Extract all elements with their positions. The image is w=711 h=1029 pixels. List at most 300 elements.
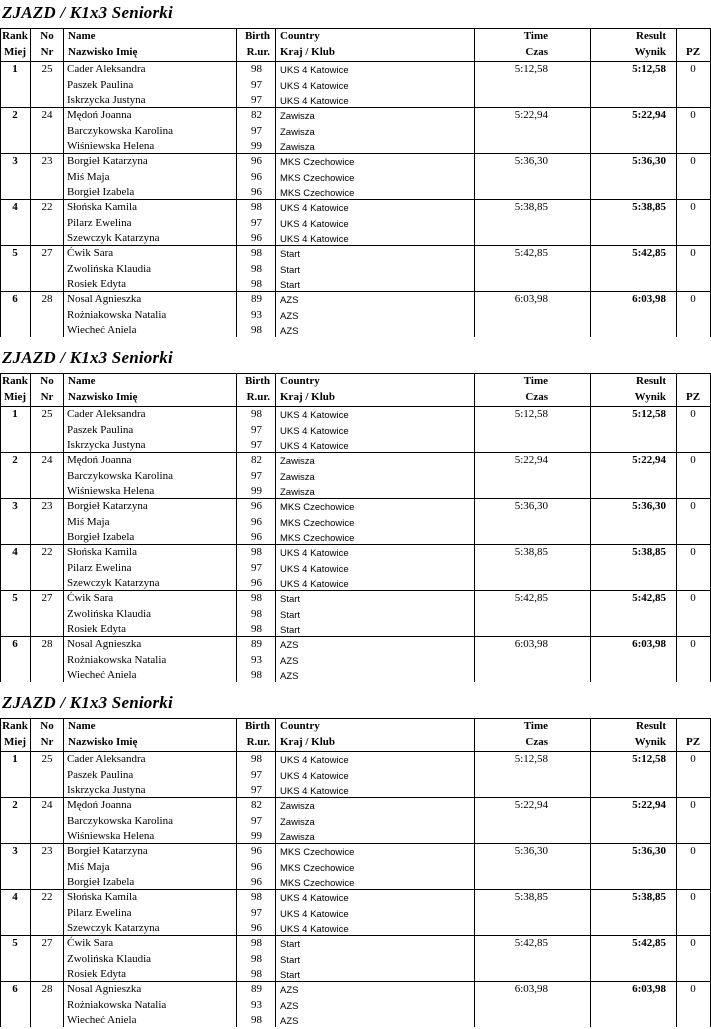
column-divider [236,373,237,682]
birth-year: 89 [251,293,262,305]
number-cell: 22 [41,201,53,213]
athlete-name: Rożniakowska Natalia [67,998,167,1011]
column-divider [676,373,677,682]
birth-year: 96 [251,860,262,873]
column-divider [0,28,1,337]
rank-cell: 1 [12,753,18,765]
birth-year: 97 [251,216,262,229]
result-cell: 5:12,58 [632,408,666,420]
athlete-name: Miś Maja [67,515,110,528]
table-row [0,844,711,890]
pz-cell: 0 [690,638,696,650]
club-name: MKS Czechowice [280,533,355,544]
pz-cell: 0 [690,799,696,811]
header-birth: R.ur. [246,736,270,748]
club-name: Start [280,954,301,966]
club-name: UKS 4 Katowice [280,924,349,935]
athlete-name: Rosiek Edyta [67,623,126,635]
athlete-name: Nosal Agnieszka [67,293,142,305]
birth-year: 96 [251,186,262,198]
athlete-name: Borgieł Katarzyna [67,845,148,857]
athlete-name: Cader Aleksandra [67,63,146,75]
athlete-name: Borgieł Izabela [67,531,135,543]
column-divider [474,28,475,337]
club-name: AZS [280,671,299,682]
club-name: Start [280,939,301,950]
birth-year: 98 [251,546,262,558]
athlete-name: Borgieł Izabela [67,876,135,888]
result-cell: 5:38,85 [632,546,666,558]
header-country: Kraj / Klub [280,391,336,403]
rank-cell: 1 [12,408,18,420]
column-divider [676,718,677,1027]
athlete-name: Iskrzycka Justyna [67,94,146,106]
rank-cell: 3 [12,845,18,857]
birth-year: 96 [251,876,262,888]
birth-year: 96 [251,922,262,934]
rank-cell: 3 [12,155,18,167]
birth-year: 98 [251,1014,262,1026]
birth-year: 96 [251,232,262,244]
header-time: Czas [525,391,548,403]
athlete-name: Ćwik Sara [67,247,114,259]
pz-cell: 0 [690,891,696,903]
header-no: No [40,375,54,387]
birth-year: 98 [251,607,262,620]
header-name: Nazwisko Imię [68,391,138,403]
table-header [0,373,711,407]
pz-cell: 0 [690,983,696,995]
column-divider [63,28,64,337]
number-cell: 23 [41,155,53,167]
result-cell: 6:03,98 [632,638,666,650]
header-name: Nazwisko Imię [68,736,138,748]
table-row [0,292,711,337]
header-rank: Miej [4,46,26,58]
time-cell: 6:03,98 [514,293,548,305]
birth-year: 97 [251,561,262,574]
club-name: UKS 4 Katowice [280,893,349,904]
column-divider [236,28,237,337]
club-name: AZS [280,1016,299,1027]
birth-year: 99 [251,485,262,497]
birth-year: 96 [251,515,262,528]
header-rank: Rank [2,375,28,387]
header-pz: PZ [685,736,701,748]
athlete-name: Nosal Agnieszka [67,983,142,995]
header-no: Nr [40,46,54,58]
column-divider [63,718,64,1027]
pz-cell: 0 [690,408,696,420]
time-cell: 5:36,30 [514,845,548,857]
athlete-name: Nosal Agnieszka [67,638,142,650]
club-name: UKS 4 Katowice [280,755,349,766]
birth-year: 98 [251,247,262,259]
rank-cell: 2 [12,454,18,466]
club-name: MKS Czechowice [280,862,355,874]
athlete-name: Rożniakowska Natalia [67,653,167,666]
result-cell: 6:03,98 [632,293,666,305]
athlete-name: Wiecheć Aniela [67,324,137,336]
table-row [0,752,711,798]
column-divider [30,373,31,682]
club-name: Zawisza [280,456,315,467]
time-cell: 5:42,85 [514,592,548,604]
birth-year: 99 [251,140,262,152]
table-row [0,407,711,453]
club-name: Start [280,594,301,605]
birth-year: 98 [251,201,262,213]
athlete-name: Słońska Kamila [67,891,137,903]
number-cell: 24 [41,454,53,466]
table-row [0,890,711,936]
header-name: Name [68,30,96,42]
column-divider [590,718,591,1027]
club-name: Start [280,970,301,981]
result-cell: 5:22,94 [632,454,666,466]
header-result: Result [636,375,666,387]
club-name: Start [280,625,301,636]
athlete-name: Wiśniewska Helena [67,830,155,842]
club-name: AZS [280,310,299,322]
rank-cell: 4 [12,891,18,903]
birth-year: 97 [251,124,262,137]
table-row [0,936,711,982]
club-name: AZS [280,985,299,996]
athlete-name: Cader Aleksandra [67,408,146,420]
header-rank: Rank [2,30,28,42]
result-cell: 5:12,58 [632,753,666,765]
pz-cell: 0 [690,753,696,765]
birth-year: 98 [251,592,262,604]
rank-cell: 5 [12,937,18,949]
header-result: Result [636,720,666,732]
birth-year: 98 [251,669,262,681]
pz-cell: 0 [690,937,696,949]
athlete-name: Rożniakowska Natalia [67,308,167,321]
header-rank: Rank [2,720,28,732]
header-name: Name [68,375,96,387]
result-cell: 5:36,30 [632,500,666,512]
athlete-name: Barczykowska Karolina [67,814,173,827]
header-result: Wynik [634,46,666,58]
number-cell: 28 [41,638,53,650]
birth-year: 89 [251,638,262,650]
result-cell: 5:22,94 [632,799,666,811]
table-row [0,108,711,154]
pz-cell: 0 [690,845,696,857]
birth-year: 97 [251,469,262,482]
time-cell: 6:03,98 [514,983,548,995]
page-title: ZJAZD / K1x3 Seniorki [2,3,173,22]
club-name: Zawisza [280,142,315,153]
header-pz: PZ [685,391,701,403]
results-table [0,718,711,1027]
birth-year: 99 [251,830,262,842]
club-name: UKS 4 Katowice [280,786,349,797]
club-name: UKS 4 Katowice [280,410,349,421]
time-cell: 5:22,94 [514,454,548,466]
birth-year: 96 [251,845,262,857]
pz-cell: 0 [690,293,696,305]
result-cell: 6:03,98 [632,983,666,995]
table-header [0,718,711,752]
club-name: MKS Czechowice [280,502,355,513]
athlete-name: Mędoń Joanna [67,109,132,121]
athlete-name: Paszek Paulina [67,423,134,436]
club-name: UKS 4 Katowice [280,218,349,230]
header-name: Name [68,720,96,732]
result-cell: 5:36,30 [632,845,666,857]
column-divider [0,373,1,682]
birth-year: 98 [251,952,262,965]
birth-year: 98 [251,262,262,275]
athlete-name: Pilarz Ewelina [67,561,132,574]
club-name: MKS Czechowice [280,847,355,858]
athlete-name: Pilarz Ewelina [67,906,132,919]
birth-year: 98 [251,937,262,949]
athlete-name: Miś Maja [67,170,110,183]
pz-cell: 0 [690,201,696,213]
birth-year: 97 [251,423,262,436]
table-row [0,591,711,637]
header-result: Result [636,30,666,42]
athlete-name: Barczykowska Karolina [67,469,173,482]
athlete-name: Ćwik Sara [67,937,114,949]
time-cell: 5:42,85 [514,247,548,259]
result-cell: 5:36,30 [632,155,666,167]
column-divider [63,373,64,682]
club-name: Start [280,280,301,291]
club-name: AZS [280,655,299,667]
header-country: Kraj / Klub [280,46,336,58]
athlete-name: Wiecheć Aniela [67,1014,137,1026]
column-divider [474,373,475,682]
birth-year: 96 [251,577,262,589]
birth-year: 93 [251,653,262,666]
header-name: Nazwisko Imię [68,46,138,58]
birth-year: 98 [251,324,262,336]
time-cell: 5:38,85 [514,546,548,558]
table-row [0,545,711,591]
birth-year: 96 [251,170,262,183]
birth-year: 97 [251,78,262,91]
column-divider [275,28,276,337]
club-name: MKS Czechowice [280,517,355,529]
page-title: ZJAZD / K1x3 Seniorki [2,348,173,367]
athlete-name: Paszek Paulina [67,768,134,781]
pz-cell: 0 [690,155,696,167]
header-time: Time [523,375,548,387]
header-pz: PZ [685,46,701,58]
pz-cell: 0 [690,454,696,466]
time-cell: 5:42,85 [514,937,548,949]
rank-cell: 4 [12,201,18,213]
birth-year: 98 [251,278,262,290]
birth-year: 97 [251,768,262,781]
birth-year: 98 [251,623,262,635]
result-cell: 5:42,85 [632,937,666,949]
club-name: UKS 4 Katowice [280,908,349,920]
header-birth: Birth [244,375,270,387]
time-cell: 5:12,58 [514,408,548,420]
athlete-name: Szewczyk Katarzyna [67,577,160,589]
rank-cell: 3 [12,500,18,512]
athlete-name: Barczykowska Karolina [67,124,173,137]
birth-year: 98 [251,63,262,75]
time-cell: 5:22,94 [514,799,548,811]
club-name: UKS 4 Katowice [280,96,349,107]
number-cell: 28 [41,293,53,305]
header-rank: Miej [4,391,26,403]
pz-cell: 0 [690,63,696,75]
number-cell: 23 [41,500,53,512]
header-time: Czas [525,46,548,58]
athlete-name: Szewczyk Katarzyna [67,922,160,934]
rank-cell: 4 [12,546,18,558]
result-cell: 5:22,94 [632,109,666,121]
column-divider [474,718,475,1027]
birth-year: 98 [251,891,262,903]
header-result: Wynik [634,736,666,748]
header-birth: R.ur. [246,46,270,58]
column-divider [30,28,31,337]
header-result: Wynik [634,391,666,403]
results-table [0,373,711,682]
rank-cell: 2 [12,799,18,811]
club-name: Zawisza [280,487,315,498]
athlete-name: Zwolińska Klaudia [67,952,152,965]
rank-cell: 2 [12,109,18,121]
result-cell: 5:42,85 [632,592,666,604]
birth-year: 96 [251,500,262,512]
header-birth: Birth [244,720,270,732]
club-name: UKS 4 Katowice [280,203,349,214]
result-cell: 5:38,85 [632,201,666,213]
table-row [0,499,711,545]
pz-cell: 0 [690,247,696,259]
number-cell: 25 [41,753,53,765]
time-cell: 5:12,58 [514,753,548,765]
number-cell: 23 [41,845,53,857]
time-cell: 5:38,85 [514,891,548,903]
time-cell: 6:03,98 [514,638,548,650]
header-birth: Birth [244,30,270,42]
birth-year: 97 [251,439,262,451]
column-divider [590,28,591,337]
number-cell: 27 [41,937,53,949]
rank-cell: 6 [12,293,18,305]
athlete-name: Wiśniewska Helena [67,485,155,497]
athlete-name: Miś Maja [67,860,110,873]
column-divider [0,718,1,1027]
rank-cell: 5 [12,247,18,259]
pz-cell: 0 [690,546,696,558]
page-title: ZJAZD / K1x3 Seniorki [2,693,173,712]
birth-year: 93 [251,998,262,1011]
time-cell: 5:36,30 [514,500,548,512]
athlete-name: Zwolińska Klaudia [67,262,152,275]
club-name: MKS Czechowice [280,172,355,184]
birth-year: 82 [251,799,262,811]
column-divider [676,28,677,337]
header-birth: R.ur. [246,391,270,403]
athlete-name: Borgieł Katarzyna [67,500,148,512]
time-cell: 5:36,30 [514,155,548,167]
club-name: UKS 4 Katowice [280,563,349,575]
club-name: Zawisza [280,832,315,843]
header-no: Nr [40,736,54,748]
rank-cell: 6 [12,638,18,650]
athlete-name: Iskrzycka Justyna [67,784,146,796]
header-no: No [40,30,54,42]
number-cell: 28 [41,983,53,995]
birth-year: 97 [251,94,262,106]
athlete-name: Iskrzycka Justyna [67,439,146,451]
athlete-name: Paszek Paulina [67,78,134,91]
club-name: UKS 4 Katowice [280,548,349,559]
club-name: Zawisza [280,816,315,828]
athlete-name: Rosiek Edyta [67,278,126,290]
header-time: Time [523,720,548,732]
birth-year: 98 [251,408,262,420]
table-row [0,62,711,108]
pz-cell: 0 [690,109,696,121]
header-time: Czas [525,736,548,748]
time-cell: 5:38,85 [514,201,548,213]
rank-cell: 6 [12,983,18,995]
time-cell: 5:22,94 [514,109,548,121]
club-name: UKS 4 Katowice [280,770,349,782]
table-header [0,28,711,62]
club-name: Zawisza [280,126,315,138]
club-name: AZS [280,295,299,306]
club-name: Zawisza [280,111,315,122]
number-cell: 22 [41,891,53,903]
athlete-name: Zwolińska Klaudia [67,607,152,620]
number-cell: 25 [41,408,53,420]
number-cell: 24 [41,109,53,121]
pz-cell: 0 [690,592,696,604]
club-name: MKS Czechowice [280,188,355,199]
birth-year: 96 [251,531,262,543]
club-name: Start [280,249,301,260]
header-country: Country [280,720,320,732]
column-divider [30,718,31,1027]
header-no: Nr [40,391,54,403]
results-table [0,28,711,337]
header-no: No [40,720,54,732]
athlete-name: Cader Aleksandra [67,753,146,765]
club-name: AZS [280,1000,299,1012]
result-cell: 5:38,85 [632,891,666,903]
rank-cell: 1 [12,63,18,75]
club-name: UKS 4 Katowice [280,441,349,452]
header-country: Kraj / Klub [280,736,336,748]
number-cell: 27 [41,592,53,604]
athlete-name: Słońska Kamila [67,546,137,558]
club-name: UKS 4 Katowice [280,579,349,590]
time-cell: 5:12,58 [514,63,548,75]
club-name: UKS 4 Katowice [280,234,349,245]
birth-year: 97 [251,906,262,919]
club-name: MKS Czechowice [280,157,355,168]
header-country: Country [280,375,320,387]
birth-year: 93 [251,308,262,321]
table-row [0,982,711,1027]
header-country: Country [280,30,320,42]
athlete-name: Rosiek Edyta [67,968,126,980]
